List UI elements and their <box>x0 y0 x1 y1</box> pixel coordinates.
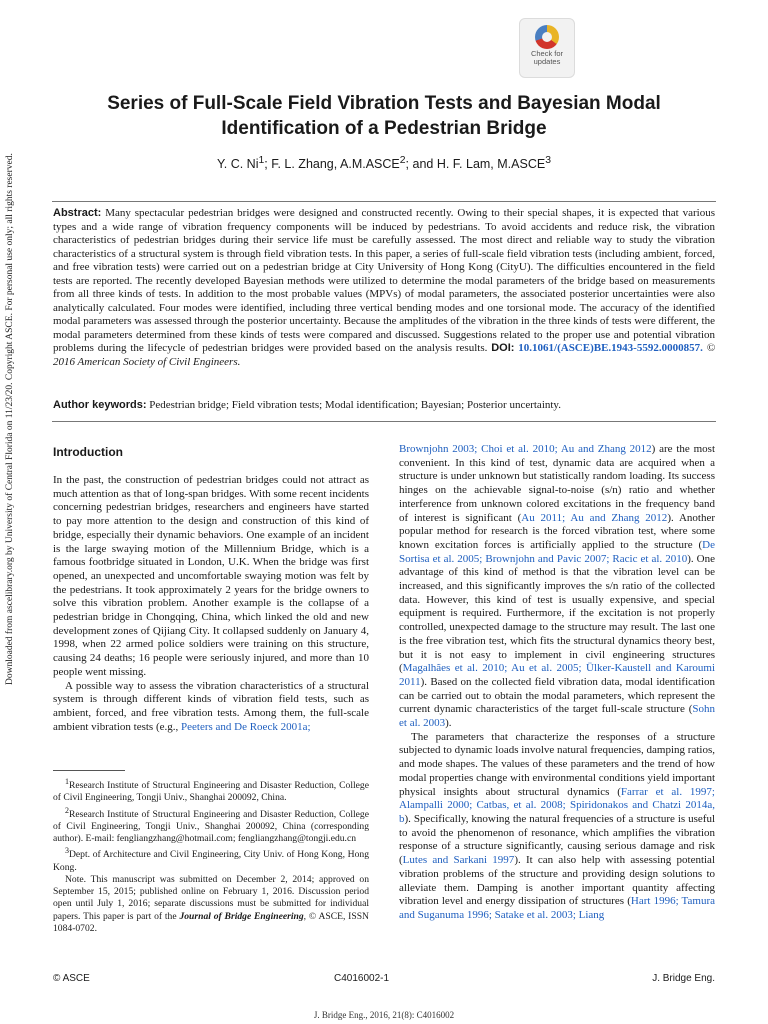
citation-link[interactable]: Lutes and Sarkani 1997 <box>402 854 515 867</box>
doi-label: DOI: <box>491 342 515 354</box>
journal-name: Journal of Bridge Engineering <box>179 910 304 922</box>
badge-label-line1: Check for <box>530 49 564 58</box>
right-paragraph-2-text: ). Specifically, knowing the natural frequencies of a structure is useful to avoid the phenomenon of resonance, which amplifies the vibration response of a structure significantly, causing serious damage and risk ( <box>399 812 715 867</box>
author-3: ; and H. F. Lam, M.ASCE <box>405 157 546 172</box>
page-citation: J. Bridge Eng., 2016, 21(8): C4016002 <box>313 1010 455 1020</box>
footnotes <box>53 776 369 935</box>
right-paragraph-1-text: ). Based on the collected field vibration data, modal identification can be carried out to obtain the modal parameters, which represent the current dynamic characteristics of the target full-scale structure ( <box>399 675 715 716</box>
citation-link[interactable]: De Sortisa et al. 2005; Brownjohn and Pavic 2007; Racic et al. 2010 <box>399 538 715 565</box>
intro-paragraph-1: In the past, the construction of pedestrian bridges could not attract as much attention as that of long-span bridges. With some recent incidents concerning pedestrian bridges, researchers and engineers have started to pay more attention to the design and construction of this kind of bridge, especially their dynamic behaviors. One example of an incident is the large swaying motion of the Millennium Bridge, which is a famous footbridge situated in London, U.K. When the bridge was first opened, an unexpected and uncomfortable swaying motion was felt by the pedestrians. It took approximately 2 years for the bridge owners to solve this vibration problem. Another example is the collapse of a pedestrian bridge in Chongqing, China, which linked the old and new development zones of Qijiang City. It collapsed suddenly on January 4, 1998, when 22 armed police soldiers were training on this structure, causing 24 deaths; 16 people were seriously injured, and more than 10 people went missing. <box>53 474 369 678</box>
download-sidebar-note <box>2 153 18 685</box>
right-paragraph-2-text: ). It can also help with assessing potential vibration problems of the structure and providing design solutions to alleviate them. Damping is another important quantity affecting vibration level and energy dissipation of structures ( <box>399 854 715 908</box>
paper-title <box>40 91 728 141</box>
footnote-2-number: 2 <box>65 805 69 815</box>
keywords-text: Pedestrian bridge; Field vibration tests; Modal identification; Bayesian; Posterior uncertainty. <box>149 399 561 411</box>
right-paragraph-1-text: ). Another popular method for research is the forced vibration test, where some known excitation forces is artificially applied to the structure ( <box>399 511 715 551</box>
author-keywords <box>53 399 715 411</box>
author-1-affil: 1 <box>258 155 265 166</box>
abstract-text: Many spectacular pedestrian bridges were designed and constructed recently. Owing to their special shapes, it is expected that various types and a wide range of vibration frequency components will be induced by pedestrians. To avoid accidents and reduce risk, the vibration characteristics of pedestrian bridges during their service life must be carefully assessed. The most direct and reliable way to study the vibration characteristics of a structural system is through field vibration tests. In this paper, a series of full-scale field vibration tests (including ambient, forced, and free vibration tests) were carried out on a pedestrian bridge at City University of Hong Kong (CityU). The difficulties encountered in the field tests are reported. The recently developed Bayesian methods were utilized to determine the modal parameters of the bridge based on measurements from all three kinds of tests. In addition to the most probable values (MPVs) of modal parameters, the associated posterior uncertainties were also analytically calculated. Four modes were identified, including three vertical bending modes and one torsional mode. The accuracy of the identified modal parameters was assessed through the posterior uncertainty. Because the amplitudes of the vibration in the three kinds of tests were different, the modal parameters determined from these kinds of tests were compared and discussed. Suggestions related to the proper use and potential vibration problems during the lifecycle of pedestrian bridges were provided based on the analysis results. <box>53 207 716 354</box>
right-paragraph-2-text: The parameters that characterize the responses of a structure subjected to dynamic loads involve natural frequencies, damping ratios, and mode shapes. The values of these parameters and the trend of how modal properties change with environmental conditions yield important physical insights about structural dynamics ( <box>399 730 715 798</box>
author-2-affil: 2 <box>399 155 406 166</box>
abstract <box>53 207 715 369</box>
badge-label-line2: updates <box>533 57 561 66</box>
footnote-1-text: Research Institute of Structural Engineering and Disaster Reduction, College of Civil Engineering, Tongji Univ., Shanghai 200092, China. <box>53 780 369 804</box>
footnote-3-text: Dept. of Architecture and Civil Engineering, City Univ. of Hong Kong, Hong Kong. <box>53 849 369 873</box>
right-paragraph-1-text: ). <box>445 717 452 730</box>
copyright-line: © 2016 American Society of Civil Engineers. <box>53 342 716 368</box>
footnote-2 <box>53 805 369 846</box>
submission-note-text: Note. This manuscript was submitted on December 2, 2014; approved on September 15, 2015; published online on February 1, 2016. Discussion period open until July 1, 2016; separate discussions must be submitted for individual papers. This paper is part of the <box>53 873 369 922</box>
doi-link[interactable]: 10.1061/(ASCE)BE.1943-5592.0000857. <box>518 342 703 354</box>
abstract-label: Abstract: <box>53 207 102 219</box>
abstract-top-rule <box>52 201 716 202</box>
intro-paragraph-2 <box>53 680 369 735</box>
title-line-1: Series of Full-Scale Field Vibration Tests and Bayesian Modal <box>107 93 661 114</box>
citation-link[interactable]: Hart 1996; Tamura and Suganuma 1996; Satake et al. 2003; Liang <box>399 895 715 921</box>
check-for-updates-icon <box>535 25 559 49</box>
footer-article-number: C4016002-1 <box>334 973 390 984</box>
citation-link[interactable]: Magalhães et al. 2010; Au et al. 2005; Ülker-Kaustell and Karoumi 2011 <box>399 662 715 688</box>
footer-journal: J. Bridge Eng. <box>652 973 715 984</box>
intro-paragraph-2-text: A possible way to assess the vibration characteristics of a structural system is through different kinds of vibration field tests, such as ambient, forced, and free vibration tests. Among them, the full-scale ambient vibration tests (e.g., <box>53 679 369 733</box>
keywords-label: Author keywords: <box>53 399 147 411</box>
introduction-heading: Introduction <box>53 445 123 459</box>
footnote-rule <box>53 770 125 771</box>
footnote-2-text: Research Institute of Structural Engineering and Disaster Reduction, College of Civil Engineering, Tongji Univ., Shanghai 200092, China (corresponding author). E-mail: fengliangzhang@hotmail.com; fengliangzhang@tongji.edu.cn <box>53 808 369 845</box>
left-column <box>53 474 369 734</box>
citation-link[interactable]: Au 2011; Au and Zhang 2012 <box>521 511 668 524</box>
right-paragraph-2 <box>399 731 715 923</box>
check-for-updates-button[interactable] <box>519 18 575 78</box>
footnote-1-number: 1 <box>65 777 69 786</box>
citation-link[interactable]: Peeters and De Roeck 2001a; <box>181 720 311 733</box>
author-2: ; F. L. Zhang, A.M.ASCE <box>264 157 400 172</box>
right-paragraph-1-text: ) are the most convenient. In this kind of test, dynamic data are acquired when a structure is under unknown but statistically random loading. Its success hinges on the achievable signal-to-noise (s/n) ratio and whether interference from unknown colored excitations in the frequency band of interest is significant ( <box>399 443 715 524</box>
author-1: Y. C. Ni <box>217 157 259 172</box>
download-notice-text: Downloaded from ascelibrary.org by University of Central Florida on 11/23/20. Copyright ASCE. For personal use only; all rights reserved. <box>5 153 15 685</box>
title-line-2: Identification of a Pedestrian Bridge <box>221 118 547 139</box>
author-list <box>40 155 728 171</box>
citation-link[interactable]: Brownjohn 2003; Choi et al. 2010; Au and Zhang 2012 <box>399 443 652 455</box>
footer-copyright: © ASCE <box>53 973 90 984</box>
right-column <box>399 443 715 923</box>
citation-link[interactable]: Farrar et al. 1997; Alampalli 2000; Catbas, et al. 2008; Spiridonakos and Chatzi 2014a, b <box>399 785 715 825</box>
submission-note <box>53 874 369 935</box>
footnote-3-number: 3 <box>65 846 69 856</box>
footnote-1 <box>53 776 369 805</box>
footnote-3 <box>53 845 369 874</box>
author-3-affil: 3 <box>545 155 551 166</box>
right-paragraph-1-text: ). One advantage of this kind of method is that the vibration level can be increased, and this significantly improves the s/n ratio of the collected data. However, this kind of test is usually expensive, and special equipment is required. Furthermore, if the excitation is not properly controlled, unexpected damage to the structure may result. The last one is the free vibration test, which fits the structural dynamics theory best, but it is not easy to implement in civil engineering structures ( <box>399 552 715 675</box>
abstract-bottom-rule <box>52 421 716 422</box>
issn-text: , © ASCE, ISSN 1084-0702. <box>53 910 369 934</box>
citation-link[interactable]: Sohn et al. 2003 <box>399 703 715 730</box>
right-paragraph-1 <box>399 443 715 731</box>
